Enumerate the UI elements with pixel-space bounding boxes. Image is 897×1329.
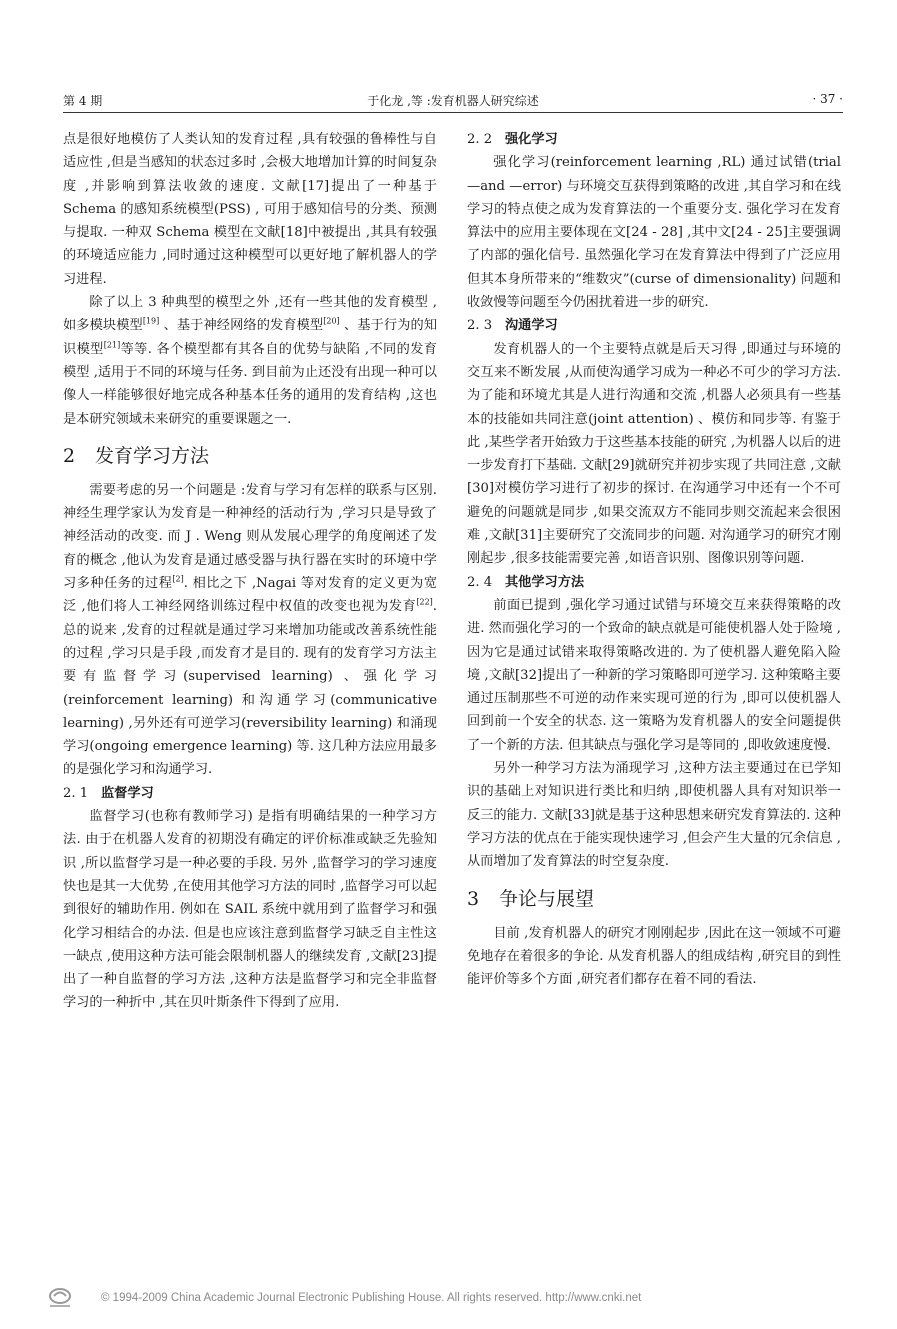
page-number: · 37 · bbox=[812, 92, 843, 106]
cnki-logo-icon bbox=[45, 1287, 75, 1309]
subsection-heading: 2. 4 其他学习方法 bbox=[467, 574, 585, 590]
left-column bbox=[63, 128, 437, 1015]
paragraph: 另外一种学习方法为涌现学习 ,这种方法主要通过在已学知识的基础上对知识进行类比和归纳 ,即使机器人具有对知识举一反三的能力. 文献[33]就是基于这种思想来研究发育算法的. 这种学习方法的优点在于能实现快速学习 ,但会产生大量的冗余信息 ,从而增加了发育算法的时空复杂度. bbox=[467, 761, 841, 870]
paragraph: 点是很好地模仿了人类认知的发育过程 ,具有较强的鲁棒性与自适应性 ,但是当感知的状态过多时 ,会极大地增加计算的时间复杂度 ,并影响到算法收敛的速度. 文献[17]提出了一种基于 Schema 的感知系统模型(PSS) , 可用于感知信号的分类、预测与提取. 一种双 Schema 模型在文献[18]中被提出 ,其具有较强的环境适应能力 ,同时通过这种模型可以更好地了解机器人的学习进程. bbox=[63, 132, 437, 287]
subsection-heading: 2. 3 沟通学习 bbox=[467, 318, 558, 334]
citation: [22] bbox=[416, 597, 433, 607]
copyright-footer bbox=[45, 1287, 845, 1311]
paragraph: 发育机器人的一个主要特点就是后天习得 ,即通过与环境的交互来不断发展 ,从而使沟通学习成为一种必不可少的学习方法. 为了能和环境尤其是人进行沟通和交流 ,机器人必须具有一些基本的技能如共同注意(joint attention) 、模仿和同步等. 有鉴于此 ,某些学者开始致力于这些基本技能的研究 ,为机器人以后的进一步发育打下基础. 文献[29]就研究并初步实现了共同注意 ,文献[30]对模仿学习进行了初步的探讨. 在沟通学习中还有一个不可避免的问题就是同步 ,如果交流双方不能同步则交流起来会很困难 ,文献[31]主要研究了交流同步的问题. 对沟通学习的研究才刚刚起步 ,很多技能需要完善 ,如语音识别、图像识别等问题. bbox=[467, 341, 841, 567]
section-heading: 3 争论与展望 bbox=[467, 887, 595, 910]
running-title: 于化龙 ,等 :发育机器人研究综述 bbox=[367, 94, 539, 108]
subsection-heading: 2. 2 强化学习 bbox=[467, 132, 558, 147]
copyright-text: © 1994-2009 China Academic Journal Electronic Publishing House. All rights reserved. http://www.cnki.net bbox=[101, 1292, 642, 1304]
running-header bbox=[63, 90, 843, 113]
citation: [19] bbox=[142, 316, 160, 326]
paragraph: 监督学习(也称有教师学习) 是指有明确结果的一种学习方法. 由于在机器人发育的初期没有确定的评价标准或缺乏先验知识 ,所以监督学习是一种必要的手段. 另外 ,监督学习的学习速度快也是其一大优势 ,在使用其他学习方法的同时 ,监督学习可以起到很好的辅助作用. 例如在 SAIL 系统中就用到了监督学习和强化学习相结合的办法. 但是也应该注意到监督学习缺乏自主性这一缺点 ,使用这种方法可能会限制机器人的继续发育 ,文献[23]提出了一种自监督的学习方法 ,这种方法是监督学习和完全非监督学习的一种折中 ,其在贝叶斯条件下得到了应用. bbox=[63, 809, 437, 1011]
paragraph: 需要考虑的另一个问题是 :发育与学习有怎样的联系与区别. 神经生理学家认为发育是一种神经的活动行为 ,学习只是导致了神经活动的改变. 而 J . Weng 则从发展心理学的角度阐述了发育的概念 ,他认为发育是通过感受器与执行器在实时的环境中学习多种任务的过程[2]. 相比之下 ,Nagai 等对发育的定义更为宽泛 ,他们将人工神经网络训练过程中权值的改变也视为发育[22]. 总的说来 ,发育的过程就是通过学习来增加功能或改善系统性能的过程 ,学习只是手段 ,而发育才是目的. 现有的发育学习方法主要有监督学习(supervised learning) 、强化学习(reinforcement learning) 和沟通学习(communicative learning) ,另外还有可逆学习(reversibility learning) 和涌现学习(ongoing emergence learning) 等. 这几种方法应用最多的是强化学习和沟通学习. bbox=[63, 482, 438, 778]
citation: [21] bbox=[103, 340, 121, 350]
paragraph: 强化学习(reinforcement learning ,RL) 通过试错(trial —and —error) 与环境交互获得到策略的改进 ,其自学习和在线学习的特点使之成为发育算法的一个重要分支. 强化学习在发育算法中的应用主要体现在文[24 - 28] ,其中文[24 - 25]主要强调了内部的强化信号. 虽然强化学习在发育算法中得到了广泛应用但其本身所带来的“维数灾”(curse of dimensionality) 问题和收敛慢等问题至今仍困扰着进一步的研究. bbox=[467, 155, 841, 311]
section-heading: 2 发育学习方法 bbox=[63, 444, 210, 467]
right-column bbox=[467, 128, 841, 991]
paragraph: 除了以上 3 种典型的模型之外 ,还有一些其他的发育模型 ,如多模块模型[19] 、基于神经网络的发育模型[20] 、基于行为的知识模型[21]等等. 各个模型都有其各自的优势与缺陷 ,不同的发育模型 ,适用于不同的环境与任务. 到目前为止还没有出现一种可以像人一样能够很好地完成各种基本任务的通用的发育结构 ,这也是本研究领域未来研究的重要课题之一. bbox=[63, 295, 438, 427]
subsection-heading: 2. 1 监督学习 bbox=[63, 785, 154, 801]
citation: [2] bbox=[172, 574, 184, 584]
citation: [20] bbox=[323, 316, 340, 326]
paragraph: 目前 ,发育机器人的研究才刚刚起步 ,因此在这一领域不可避免地存在着很多的争论. 从发育机器人的组成结构 ,研究目的到性能评价等多个方面 ,研究者们都存在着不同的看法. bbox=[467, 925, 841, 988]
paragraph: 前面已提到 ,强化学习通过试错与环境交互来获得策略的改进. 然而强化学习的一个致命的缺点就是可能使机器人处于险境 ,因为它是通过试错来取得策略改进的. 为了使机器人避免陷入险境 ,文献[32]提出了一种新的学习策略即可逆学习. 这种策略主要通过压制那些不可逆的动作来实现可逆的行为 ,即可以使机器人回到前一个安全的状态. 这一策略为发育机器人的安全问题提供了一个新的方法. 但其缺点与强化学习是等同的 ,即收敛速度慢. bbox=[467, 597, 841, 753]
issue-number: 第 4 期 bbox=[63, 94, 103, 108]
